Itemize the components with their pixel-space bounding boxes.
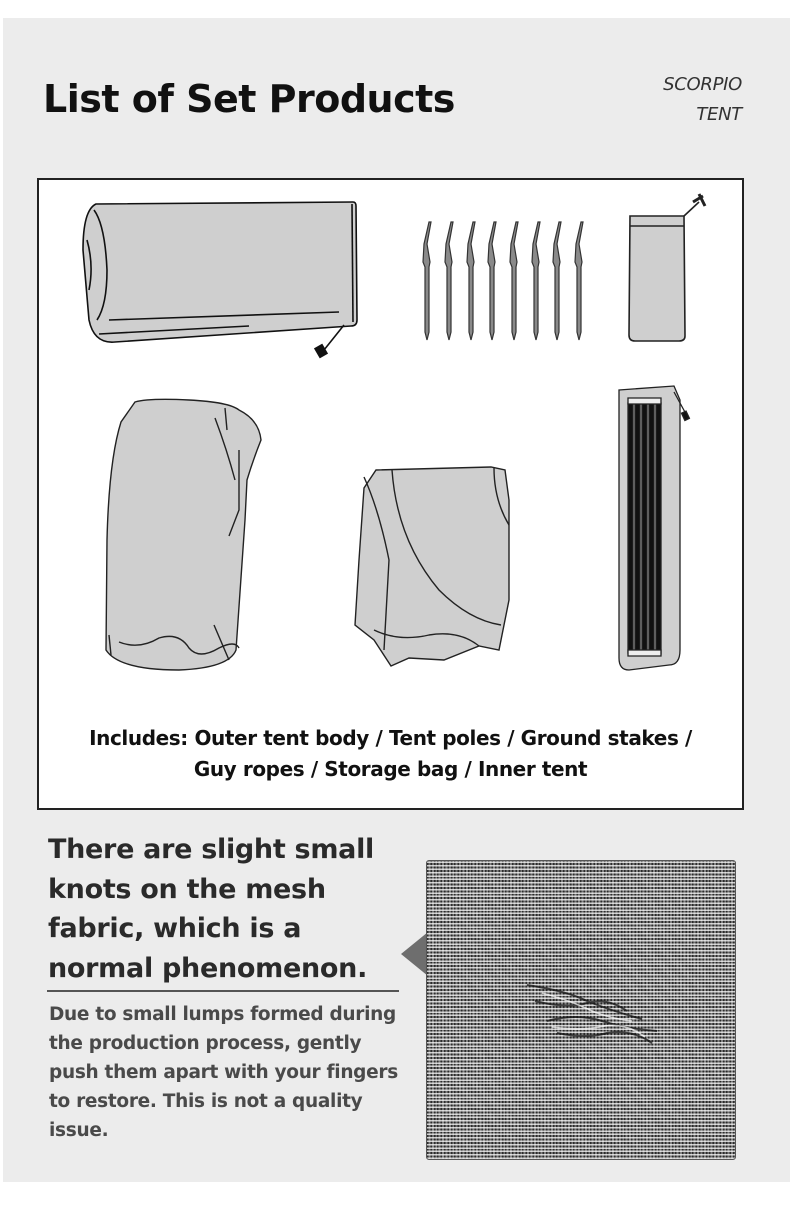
includes-line-2: Guy ropes / Storage bag / Inner tent bbox=[193, 757, 588, 781]
notice-headline: There are slight small knots on the mesh fabric, which is a normal phenomenon. bbox=[48, 834, 374, 984]
knot-icon bbox=[427, 861, 735, 1159]
page-title: List of Set Products bbox=[43, 77, 455, 121]
notice-divider bbox=[47, 990, 399, 992]
products-box bbox=[37, 178, 744, 810]
callout-pointer bbox=[401, 932, 428, 976]
mesh-closeup-callout bbox=[400, 858, 740, 1162]
notice-body: Due to small lumps formed during the production process, gently push them apart with your fingers to restore. This is not a quality issue. bbox=[49, 1004, 398, 1141]
includes-caption bbox=[39, 723, 742, 785]
brand-label bbox=[663, 70, 742, 130]
mesh-knot-closeup-image bbox=[426, 860, 736, 1160]
includes-line-1: Includes: Outer tent body / Tent poles / Ground stakes / bbox=[89, 726, 692, 750]
brand-line-2: TENT bbox=[696, 104, 742, 125]
products-illustrations bbox=[39, 180, 742, 808]
brand-line-1: SCORPIO bbox=[663, 74, 742, 95]
